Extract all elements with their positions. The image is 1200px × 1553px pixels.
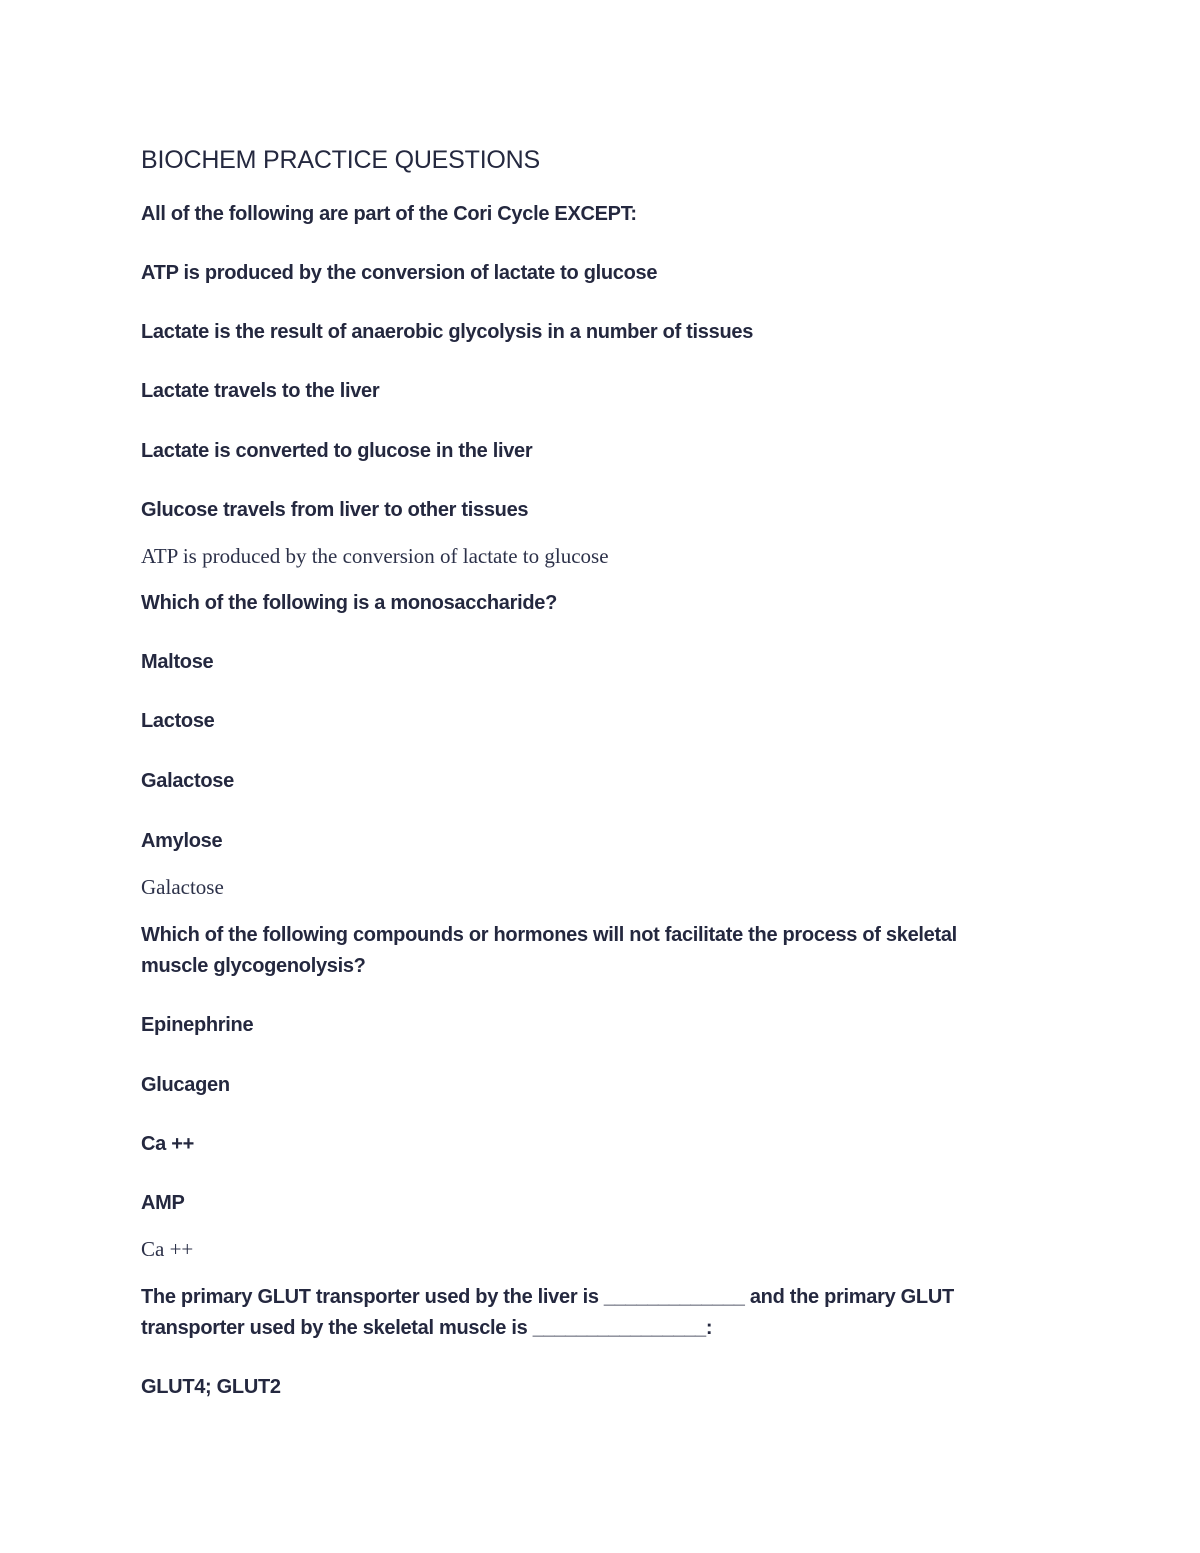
correct-answer: Ca ++ xyxy=(141,1237,194,1261)
answer-option: Lactose xyxy=(141,710,215,732)
answer-option: ATP is produced by the conversion of lactate to glucose xyxy=(141,262,658,284)
question-prompt-line-1: The primary GLUT transporter used by the liver is _____________ and the primary GLUT xyxy=(141,1286,954,1308)
answer-option: Lactate travels to the liver xyxy=(141,380,380,402)
answer-option: Galactose xyxy=(141,770,234,792)
answer-option: Maltose xyxy=(141,651,214,673)
answer-option: GLUT4; GLUT2 xyxy=(141,1376,281,1398)
question-prompt-line-1: Which of the following compounds or hormones will not facilitate the process of skeletal xyxy=(141,924,957,946)
answer-option: Lactate is the result of anaerobic glycolysis in a number of tissues xyxy=(141,321,754,343)
answer-option: Glucagen xyxy=(141,1074,230,1096)
correct-answer: ATP is produced by the conversion of lactate to glucose xyxy=(141,544,609,568)
answer-option: Lactate is converted to glucose in the liver xyxy=(141,440,533,462)
correct-answer: Galactose xyxy=(141,875,224,899)
page-title: BIOCHEM PRACTICE QUESTIONS xyxy=(141,146,541,174)
answer-option: AMP xyxy=(141,1192,185,1214)
answer-option: Epinephrine xyxy=(141,1014,254,1036)
question-prompt-line-2: muscle glycogenolysis? xyxy=(141,955,366,977)
answer-option: Amylose xyxy=(141,830,223,852)
question-prompt-line-2: transporter used by the skeletal muscle is ________________: xyxy=(141,1317,713,1339)
answer-option: Ca ++ xyxy=(141,1133,194,1155)
answer-option: Glucose travels from liver to other tissues xyxy=(141,499,529,521)
question-prompt: All of the following are part of the Cori Cycle EXCEPT: xyxy=(141,203,637,225)
question-prompt: Which of the following is a monosaccharide? xyxy=(141,592,558,614)
